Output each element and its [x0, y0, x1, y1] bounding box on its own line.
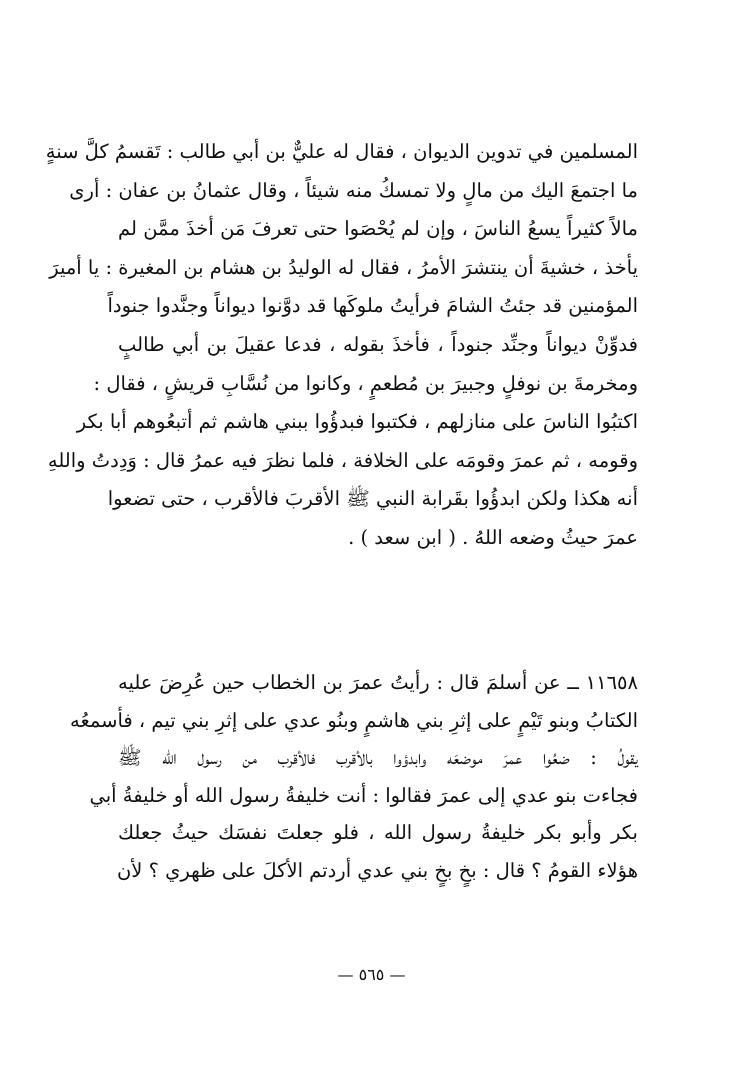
text-line-source-citation: عمرَ حيثُ وضعه اللهُ . ( ابن سعد ) . [348, 525, 638, 549]
text-line: فجاءت بنو عدي إلى عمرَ فقالوا : أنت خليفةُ رسول الله أو خليفةُ أبي [89, 783, 638, 807]
text-line: ما اجتمعَ اليك من مالٍ ولا تمسكُ منه شيئاً ، وقال عثمانُ بن عفان : أرى [69, 178, 638, 202]
text-line: يأخذ ، خشيةَ أن ينتشرَ الأمرُ ، فقال له الوليدُ بن هشام بن المغيرة : يا أميرَ [49, 255, 638, 279]
text-line: الكتابُ وبنو تَيْمٍ على إثرِ بني هاشمٍ وبنُو عدي على إثرِ بني تيم ، فأسمعُه [69, 708, 638, 732]
text-line: وقومه ، ثم عمرَ وقومَه على الخلافة ، فلما نظرَ فيه عمرُ قال : وَدِدتُ واللهِ [47, 448, 638, 472]
text-line: يقولُ : ضعُوا عمرَ موضعَه وابدؤوا بالأقرب فالأقرب من رسول الله ﷺ [118, 746, 638, 770]
page-number: — ٥٦٥ — [337, 965, 406, 984]
text-line: ومخرمةَ بن نوفلٍ وجبيرَ بن مُطعمٍ ، وكانوا من نُسَّابِ قريشٍ ، فقال : [93, 371, 638, 395]
text-line-hadith-number: ١١٦٥٨ ــ عن أسلمَ قال : رأيتُ عمرَ بن الخطاب حين عُرِضَ عليه [118, 671, 638, 694]
paragraph-hadith-11658 [69, 664, 638, 890]
text-line: اكتبُوا الناسَ على منازلهم ، فكتبوا فبدؤُوا ببني هاشم ثم أتبعُوهم أبا بكر [76, 410, 638, 434]
text-line: بكر وأبو بكر خليفةُ رسول الله ، فلو جعلتَ نفسَك حيثُ جعلك [118, 821, 638, 845]
paragraph-ibn-saad [45, 133, 638, 558]
text-line: مالاً كثيراً يسعُ الناسَ ، وإن لم يُحْصَوا حتى تعرفَ مَن أخذَ ممَّن لم [118, 217, 638, 241]
text-line: فدوِّنْ ديواناً وجنِّد جنوداً ، فأخذَ بقوله ، فدعا عقيلَ بن أبي طالبٍ [118, 332, 638, 356]
text-line: المسلمين في تدوين الديوان ، فقال له عليٌّ بن أبي طالب : تَقسمُ كلَّ سنةٍ [45, 140, 638, 163]
text-line: المؤمنين قد جئتُ الشامَ فرأيتُ ملوكَها قد دوَّنوا ديواناً وجنَّدوا جنوداً [107, 294, 638, 318]
text-line: أنه هكذا ولكن ابدؤُوا بقَرابة النبي ﷺ الأقربَ فالأقرب ، حتى تضعوا [107, 487, 638, 511]
text-line: هؤلاء القومُ ؟ قال : بخٍ بخٍ بني عدي أردتم الأكلَ على ظهري ؟ لأن [116, 858, 638, 882]
